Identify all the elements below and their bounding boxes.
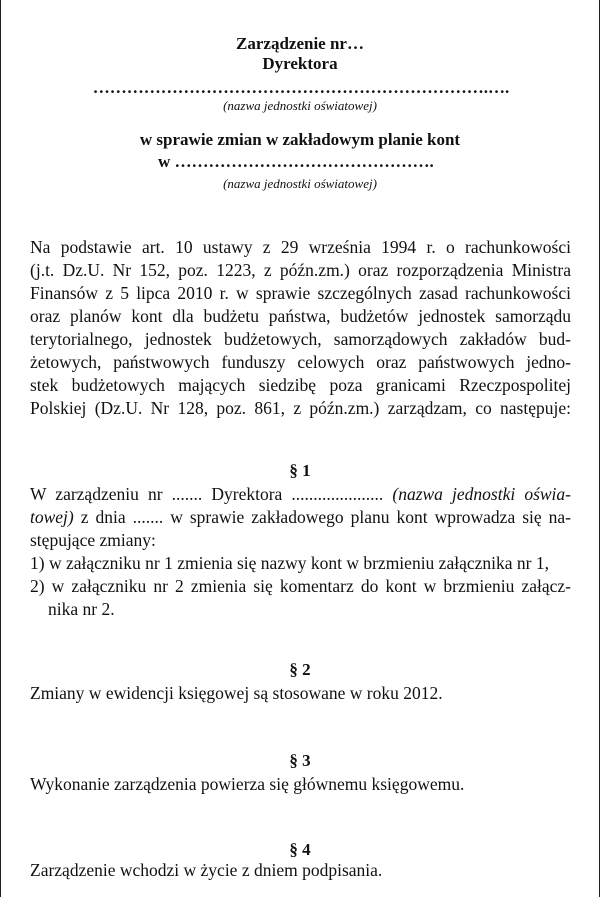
section-1-item-2-cont: nika nr 2. (48, 599, 115, 619)
section-1-line (30, 483, 571, 506)
document-title: Zarządzenie nr… (236, 34, 364, 53)
section-2-heading: § 2 (289, 660, 311, 679)
subject-unit-note: (nazwa jednostki oświatowej) (223, 176, 377, 191)
section-1-line (30, 506, 571, 529)
preamble-paragraph (30, 236, 571, 420)
section-1-unit-note-cont: towej) (30, 507, 74, 527)
document-issuer: Dyrektora (262, 54, 338, 73)
preamble-line: Finansów z 5 lipca 2010 r. w sprawie szczególnych zasad rachunkowości (30, 283, 571, 303)
section-1-unit-note: (nazwa jednostki oświa- (392, 484, 571, 504)
section-1-body (30, 483, 571, 621)
section-4-heading: § 4 (289, 840, 311, 859)
preamble-line: stek budżetowych mających siedzibę poza granicami Rzeczpospolitej (30, 375, 571, 395)
section-1-text: W zarządzeniu nr ....... Dyrektora ..................... (30, 484, 393, 504)
preamble-line: terytorialnego, jednostek budżetowych, samorządowych zakładów bud- (30, 329, 571, 349)
section-3-heading: § 3 (289, 751, 311, 770)
document-subject-unit: w ………………………………………. (158, 152, 434, 171)
preamble-line: Polskiej (Dz.U. Nr 128, poz. 861, z późn.zm.) zarządzam, co następuje: (30, 398, 571, 418)
preamble-line: oraz planów kont dla budżetu państwa, budżetów jednostek samorządu (30, 306, 571, 326)
section-1-item-1: 1) w załączniku nr 1 zmienia się nazwy kont w brzmieniu załącznika nr 1, (30, 553, 549, 573)
preamble-line: Na podstawie art. 10 ustawy z 29 września 1994 r. o rachunkowości (30, 237, 571, 257)
section-1-heading: § 1 (289, 461, 311, 480)
unit-name-placeholder: …………………………………………………………….…. (92, 78, 510, 97)
preamble-line: żetowych, państwowych funduszy celowych oraz państwowych jedno- (30, 352, 571, 372)
preamble-line: (j.t. Dz.U. Nr 152, poz. 1223, z późn.zm.) oraz rozporządzenia Ministra (30, 260, 571, 280)
section-4-body: Zarządzenie wchodzi w życie z dniem podpisania. (30, 860, 383, 880)
section-1-text: z dnia ....... w sprawie zakładowego planu kont wprowadza się na- (73, 507, 571, 527)
document-subject: w sprawie zmian w zakładowym planie kont (139, 130, 461, 149)
unit-name-note: (nazwa jednostki oświatowej) (223, 98, 377, 113)
section-3-body: Wykonanie zarządzenia powierza się głównemu księgowemu. (30, 774, 465, 794)
section-1-line: stępujące zmiany: (30, 530, 156, 550)
section-2-body: Zmiany w ewidencji księgowej są stosowane w roku 2012. (30, 683, 443, 703)
section-1-item-2: 2) w załączniku nr 2 zmienia się komentarz do kont w brzmieniu załącz- (30, 576, 571, 596)
